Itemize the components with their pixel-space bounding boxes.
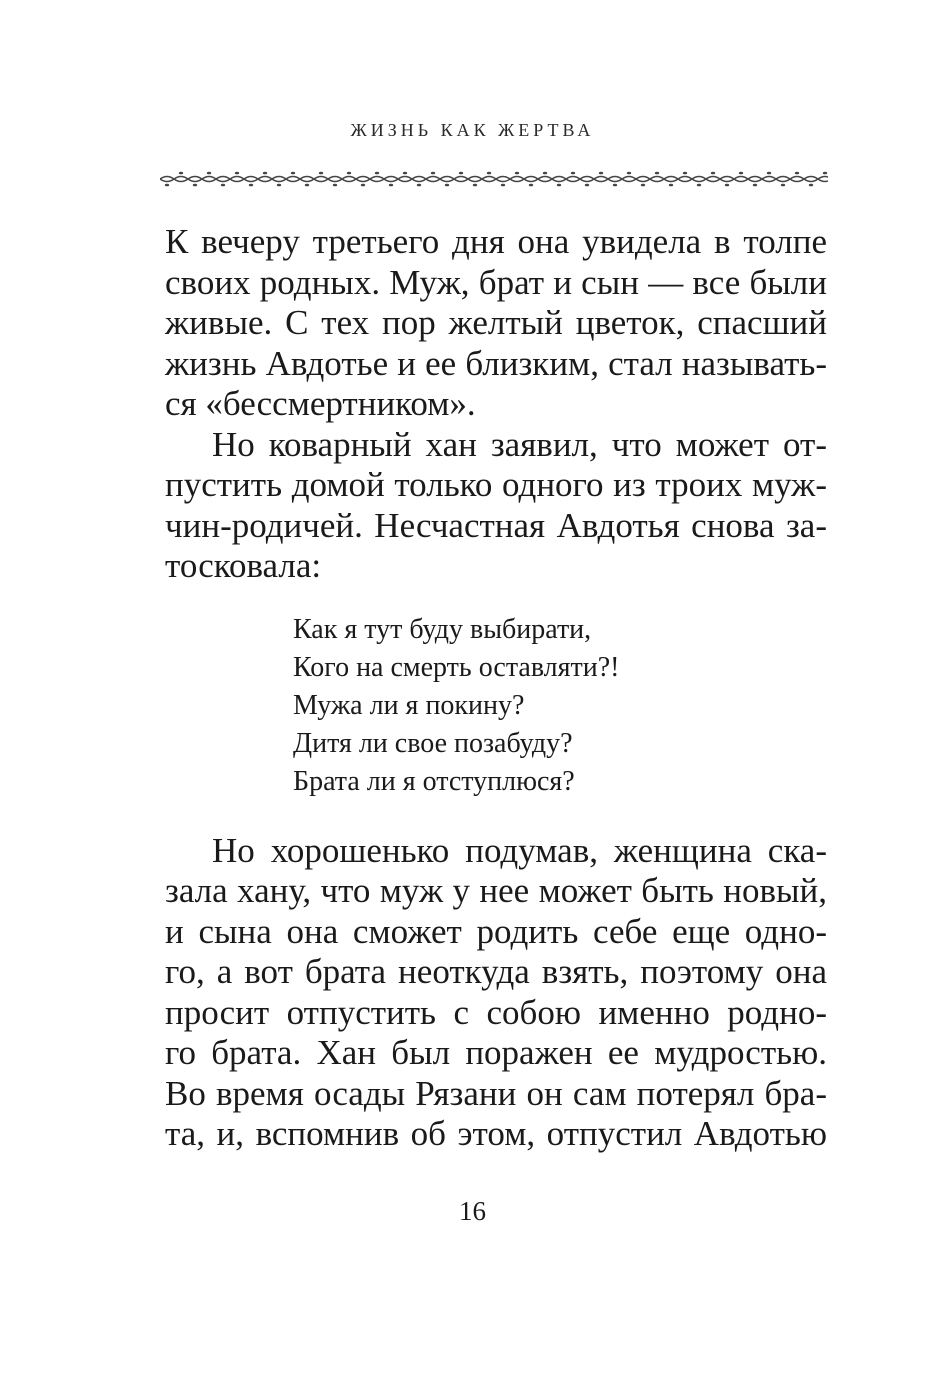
ornament-leaf	[263, 172, 267, 175]
ornament-leaf	[431, 172, 435, 175]
paragraph-2	[165, 425, 827, 587]
body-text	[165, 222, 827, 1155]
ornament-leaf	[249, 184, 253, 187]
ornament-leaf	[291, 172, 295, 175]
ornament-leaf	[375, 172, 379, 175]
text-line: Но хорошенько подумав, женщина ска-	[212, 830, 827, 870]
ornament-leaf	[543, 172, 547, 175]
verse-stanza	[293, 611, 827, 801]
ornament-leaf	[193, 184, 197, 187]
verse-line: Мужа ли я покину?	[293, 689, 525, 721]
text-line: жизнь Авдотье и ее близким, стал называть-	[165, 343, 827, 383]
ornament-leaf	[305, 184, 309, 187]
ornament-leaf	[445, 184, 449, 187]
verse-line: Дитя ли свое позабуду?	[293, 727, 573, 759]
text-line: К вечеру третьего дня она увидела в толпе	[165, 222, 827, 261]
ornament-leaf	[795, 172, 799, 175]
text-line: чин-родичей. Несчастная Авдотья снова за-	[165, 505, 827, 545]
ornament-leaf	[683, 172, 687, 175]
ornament-leaf	[333, 184, 337, 187]
ornament-leaf	[655, 172, 659, 175]
ornament-leaf	[473, 184, 477, 187]
text-line: зала хану, что муж у нее может быть новый,	[165, 871, 827, 910]
ornament-leaf	[389, 184, 393, 187]
text-line: Во время осады Рязани он сам потерял бра-	[165, 1073, 827, 1113]
verse-line: Кого на смерть оставляти?!	[293, 651, 620, 683]
text-line: и сына она сможет родить себе еще одно-	[165, 911, 827, 951]
ornament-leaf	[823, 172, 827, 175]
page-number: 16	[459, 1196, 486, 1226]
text-line: пустить домой только одного из троих муж-	[165, 465, 827, 504]
ornament-leaf	[361, 184, 365, 187]
ornament-leaf	[221, 184, 225, 187]
paragraph-3	[165, 831, 827, 1155]
ornament-leaf	[585, 184, 589, 187]
text-line: та, и, вспомнив об этом, отпустил Авдотью	[165, 1114, 827, 1153]
text-line: просит отпустить с собою именно родно-	[165, 992, 827, 1032]
verse-line: Как я тут буду выбирати,	[293, 613, 592, 645]
ornament-leaf	[529, 184, 533, 187]
ornament-leaf	[319, 172, 323, 175]
ornament-leaf	[599, 172, 603, 175]
ornament-leaf	[487, 172, 491, 175]
ornament-leaf	[711, 172, 715, 175]
ornament-leaf	[753, 184, 757, 187]
ornament-leaf	[235, 172, 239, 175]
ornament-leaf	[557, 184, 561, 187]
ornament-leaf	[627, 172, 631, 175]
ornament-leaf	[459, 172, 463, 175]
text-line: го, а вот брата неоткуда взять, поэтому она	[165, 952, 827, 991]
running-head: ЖИЗНЬ КАК ЖЕРТВА	[350, 120, 595, 140]
ornament-leaf	[739, 172, 743, 175]
ornament-leaf	[207, 172, 211, 175]
ornament-leaf	[501, 184, 505, 187]
ornament-leaf	[781, 184, 785, 187]
ornament-leaf	[613, 184, 617, 187]
paragraph-1	[165, 222, 827, 425]
verse-line: Брата ли я отступлюся?	[293, 765, 575, 797]
ornament-leaf	[809, 184, 813, 187]
ornament-leaf	[571, 172, 575, 175]
ornament-leaf	[515, 172, 519, 175]
ornament-leaf	[403, 172, 407, 175]
ornament-leaf	[641, 184, 645, 187]
text-line: ся «бессмертником».	[165, 384, 476, 423]
ornament-leaf	[697, 184, 701, 187]
ornament-leaf	[179, 172, 183, 175]
ornament-leaf	[767, 172, 771, 175]
vine-border-ornament	[160, 166, 828, 192]
ornament-leaf	[669, 184, 673, 187]
ornament-leaf	[725, 184, 729, 187]
text-line: тосковала:	[165, 546, 322, 585]
text-line: Но коварный хан заявил, что может от-	[212, 424, 827, 464]
ornament-leaf	[165, 184, 169, 187]
text-line: го брата. Хан был поражен ее мудростью.	[165, 1033, 827, 1072]
ornament-leaf	[347, 172, 351, 175]
text-line: своих родных. Муж, брат и сын — все были	[165, 262, 827, 302]
ornament-leaf	[417, 184, 421, 187]
ornament-leaf	[277, 184, 281, 187]
text-line: живые. С тех пор желтый цветок, спасший	[165, 303, 827, 342]
